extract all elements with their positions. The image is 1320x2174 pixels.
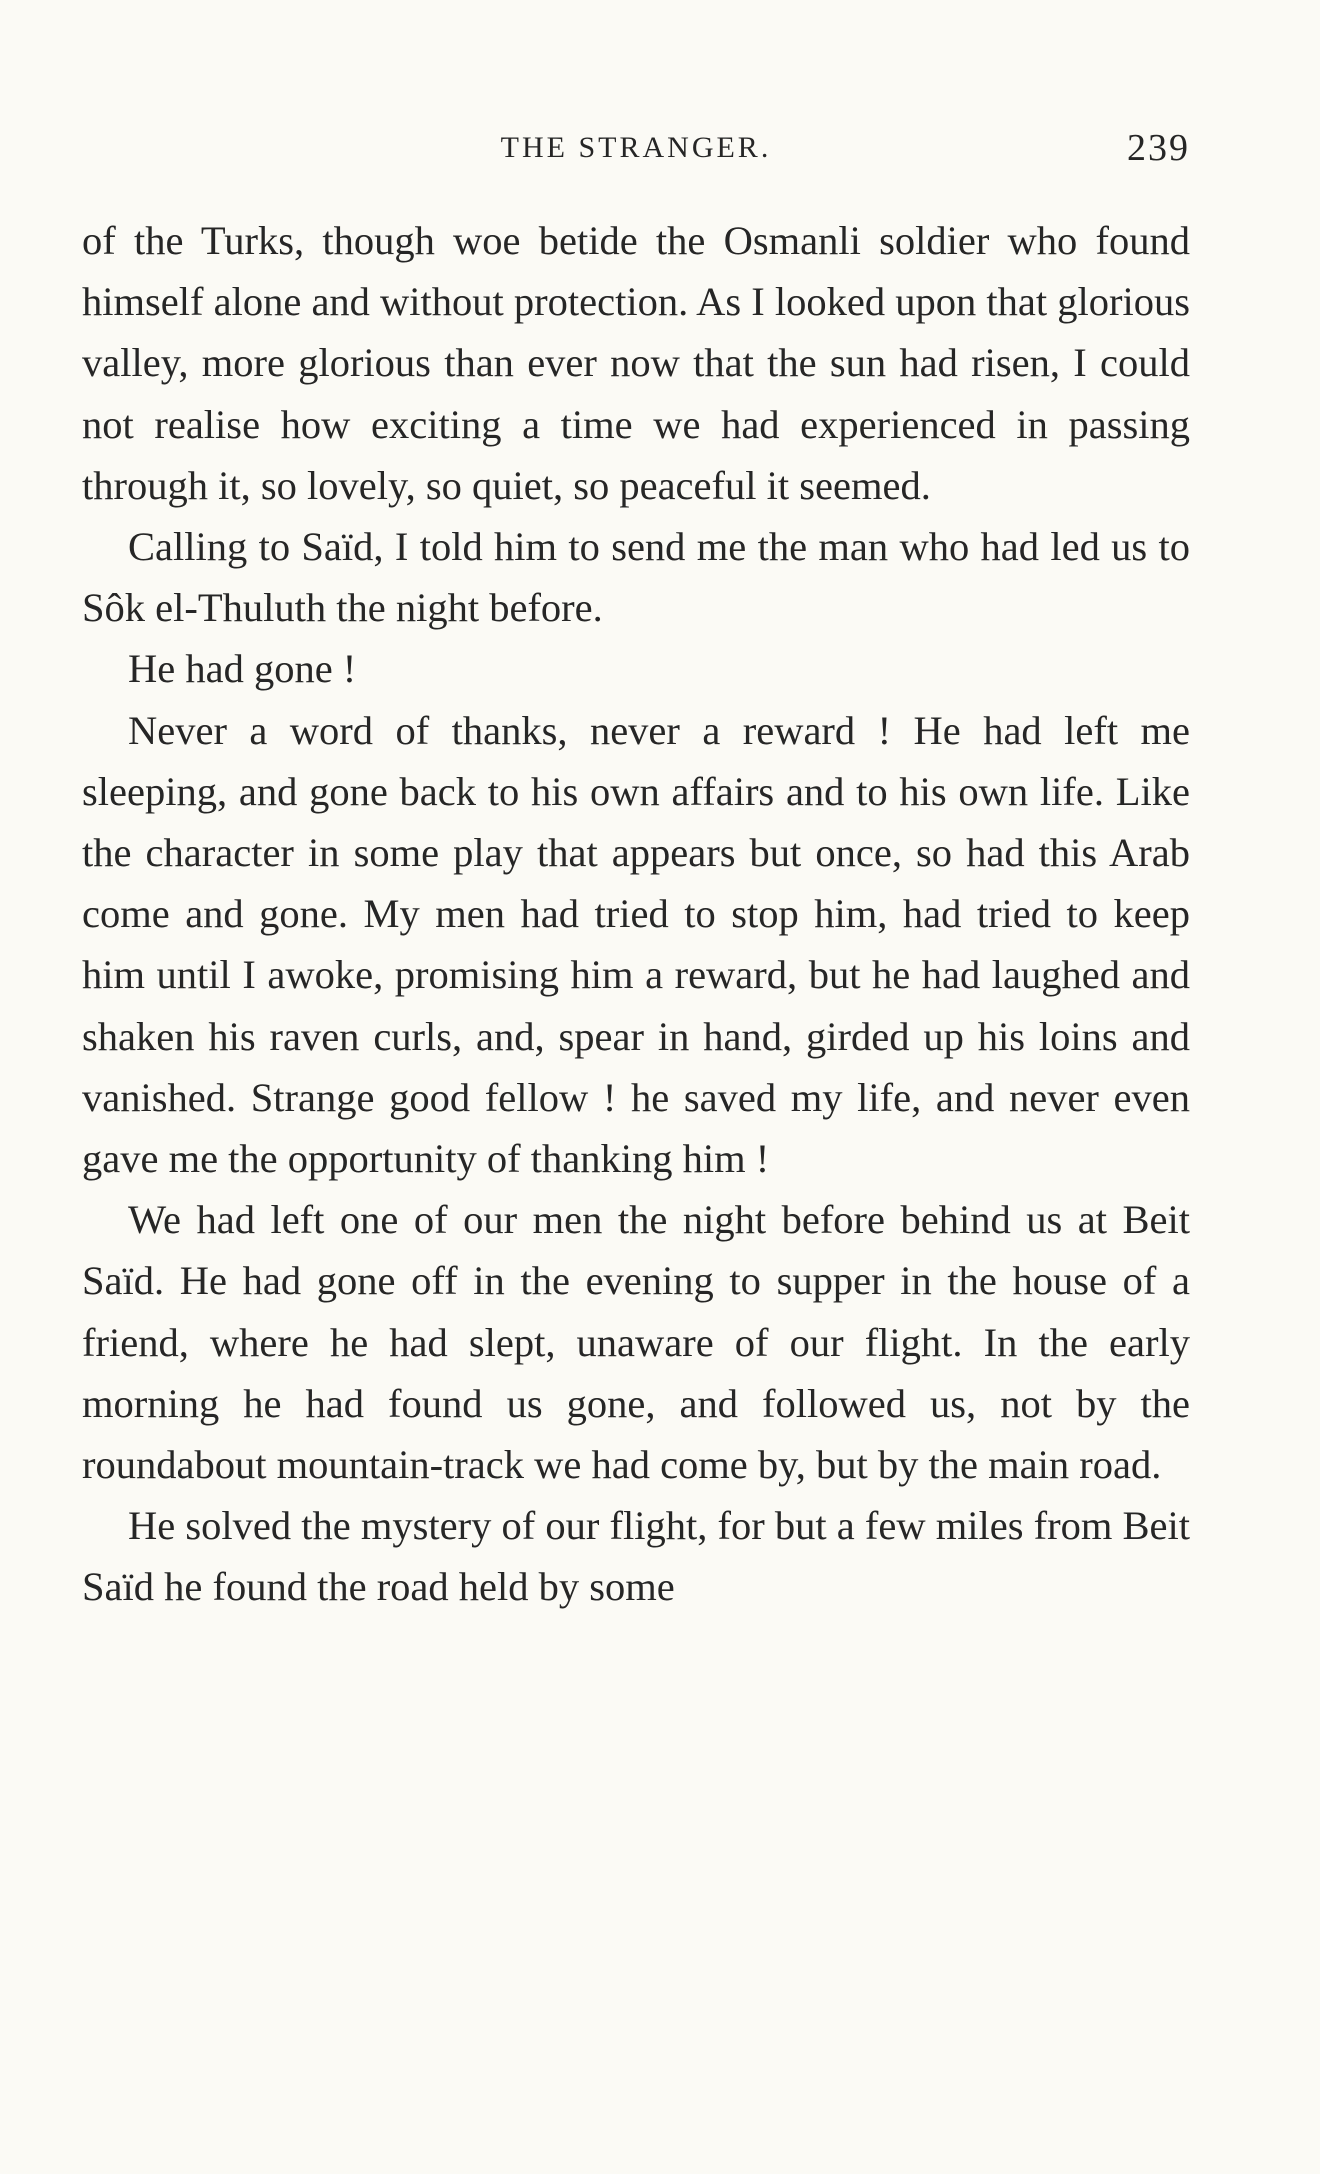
page-number: 239 (1127, 127, 1190, 169)
paragraph: We had left one of our men the night before behind us at Beit Saïd. He had gone off in the evening to supper in the house of a friend, where he had slept, unaware of our flight. In the early morning he had found us gone, and followed us, not by the roundabout mountain-track we had come by, but by the main road. (82, 1197, 1190, 1488)
paragraph-continued: of the Turks, though woe betide the Osmanli soldier who found himself alone and without protection. As I looked upon that glorious valley, more glorious than ever now that the sun had risen, I could not realise how exciting a time we had experienced in passing through it, so lovely, so quiet, so peaceful it seemed. (82, 218, 1190, 508)
running-title: THE STRANGER. (500, 131, 772, 164)
paragraph: He solved the mystery of our flight, for but a few miles from Beit Saïd he found the road held by some (82, 1503, 1190, 1610)
body-text (82, 210, 1190, 1618)
paragraph: Calling to Saïd, I told him to send me the man who had led us to Sôk el-Thuluth the night before. (82, 524, 1190, 631)
paragraph: He had gone ! (128, 646, 357, 692)
paragraph: Never a word of thanks, never a reward ! He had left me sleeping, and gone back to his own affairs and to his own life. Like the character in some play that appears but once, so had this Arab come and gone. My men had tried to stop him, had tried to keep him until I awoke, promising him a reward, but he had laughed and shaken his raven curls, and, spear in hand, girded up his loins and vanished. Strange good fellow ! he saved my life, and never even gave me the opportunity of thanking him ! (82, 707, 1190, 1182)
running-head (82, 122, 1190, 174)
